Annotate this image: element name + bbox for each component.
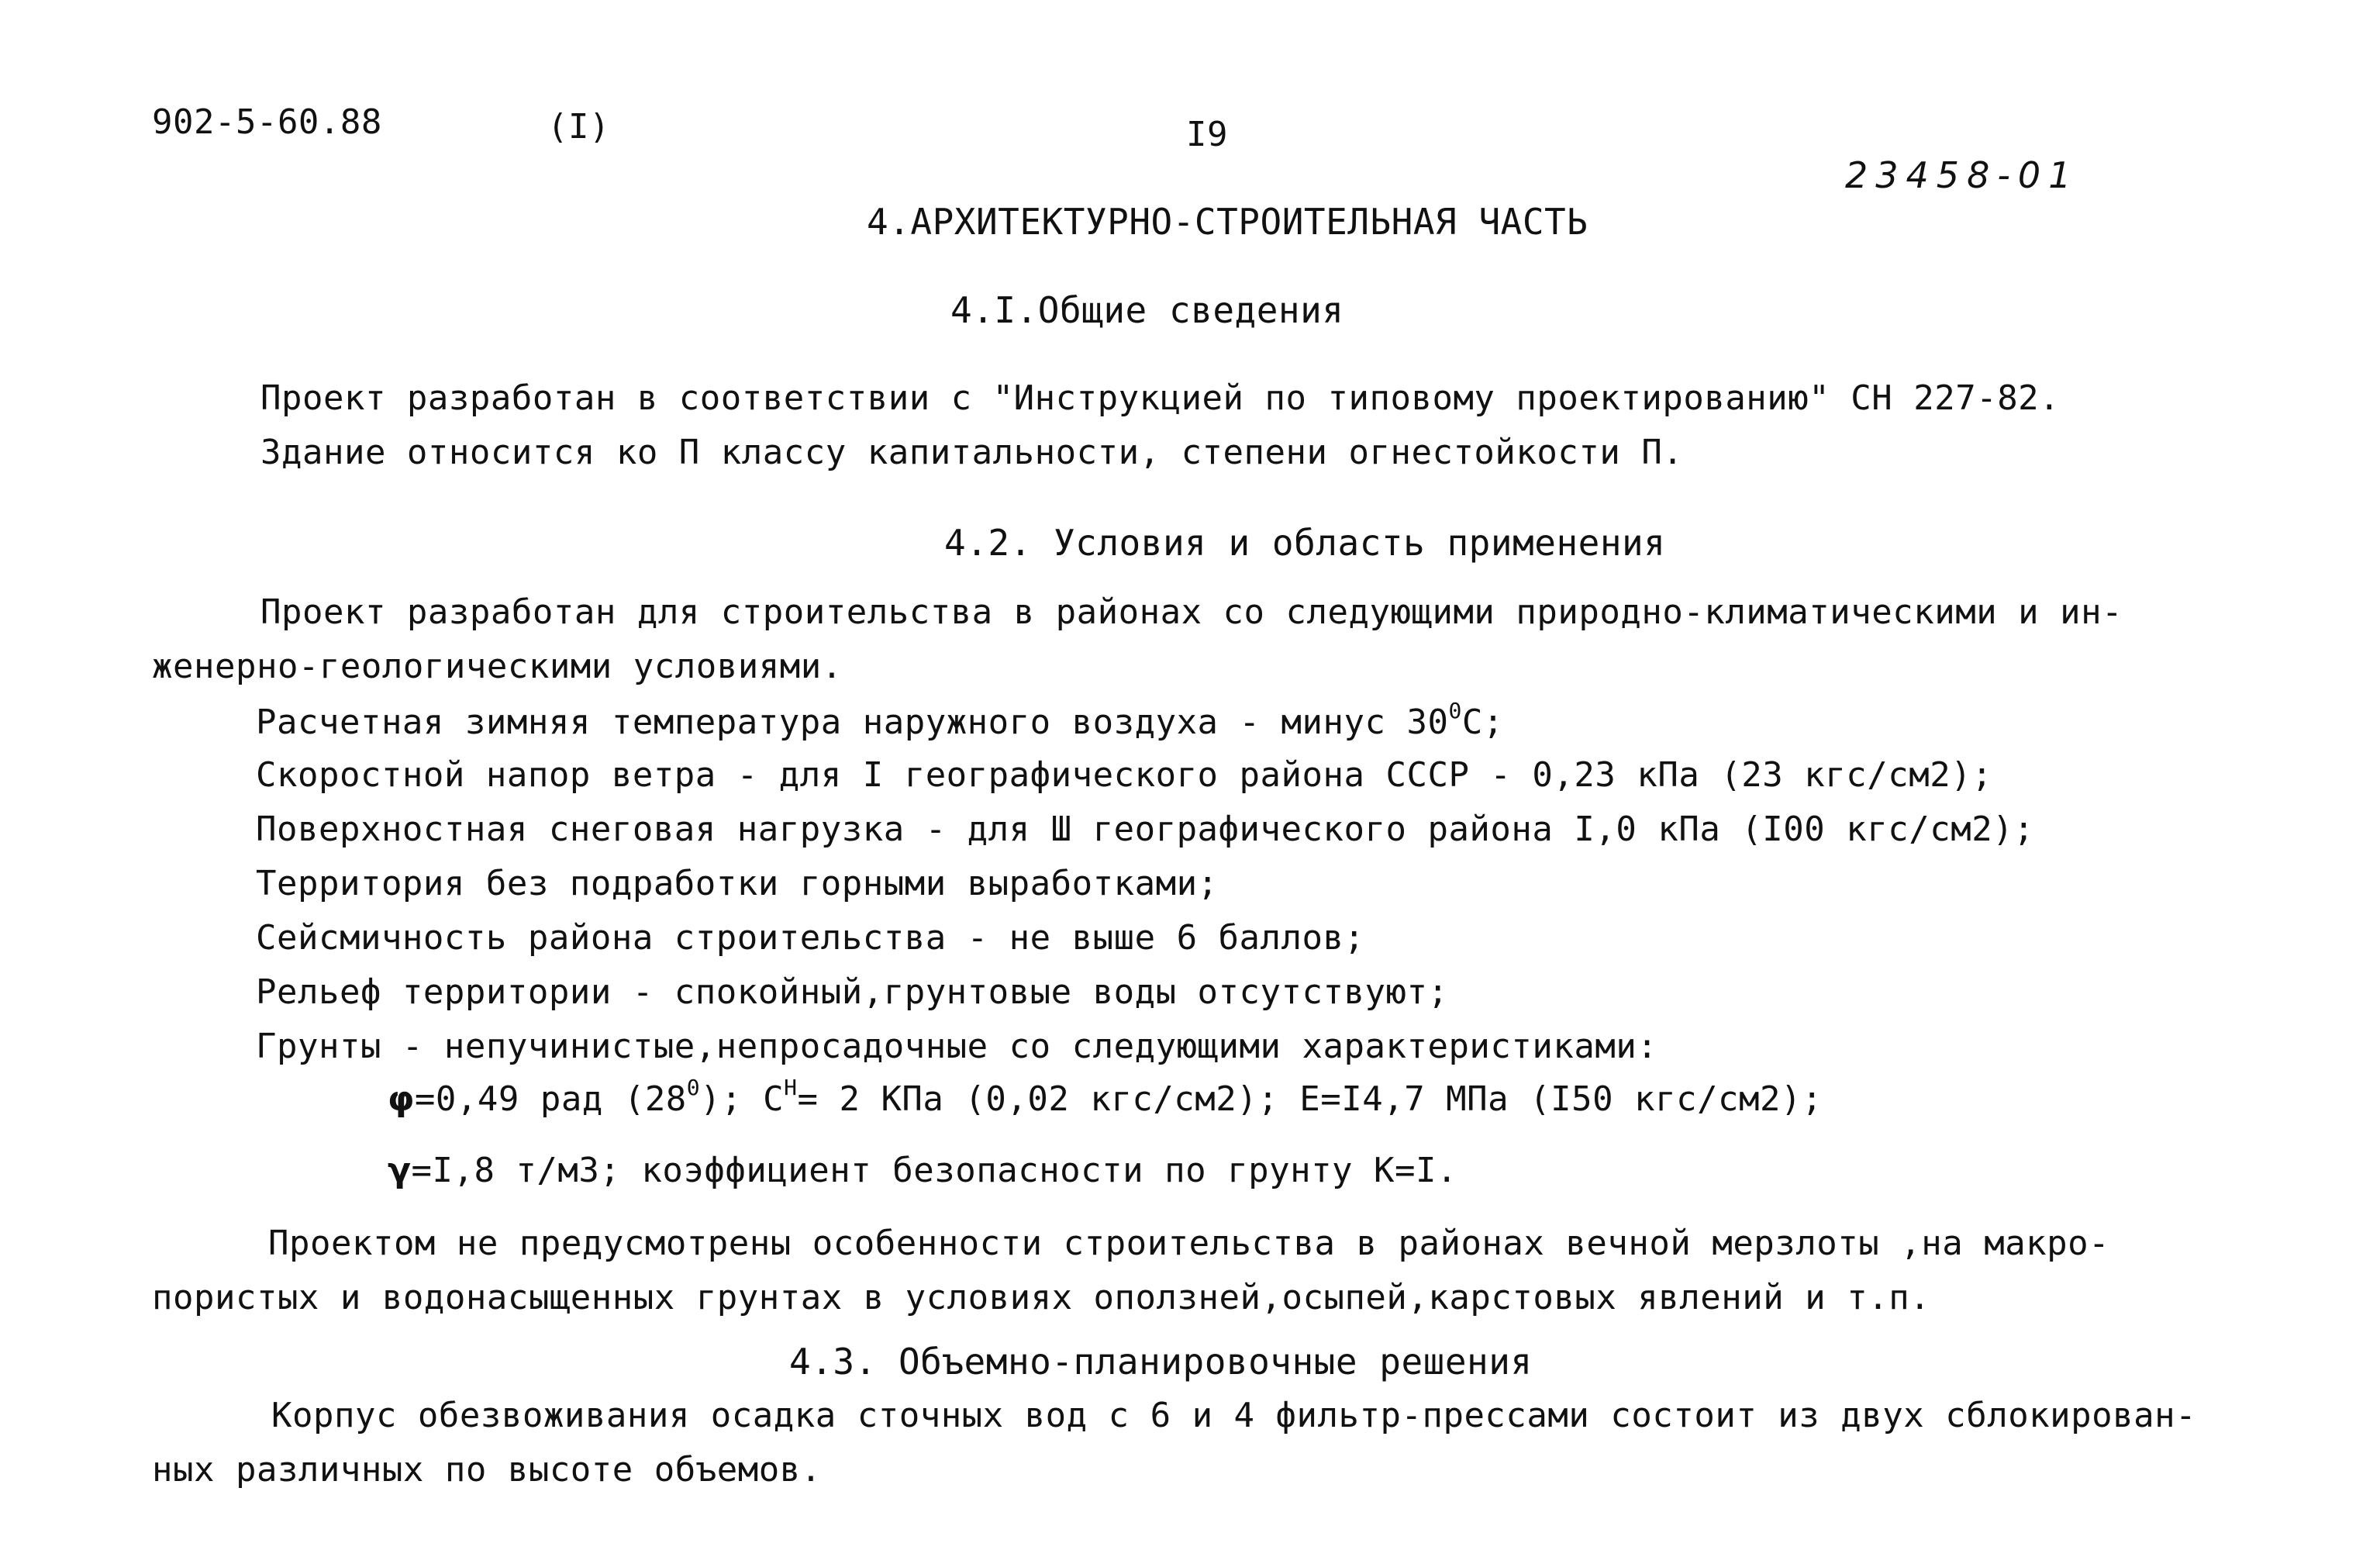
part-number: (I) — [547, 107, 610, 147]
phi-symbol: φ — [388, 1079, 415, 1119]
phi-value: =0,49 рад (28 — [414, 1079, 687, 1119]
normative-superscript: Н — [784, 1075, 798, 1101]
condition-snow: Поверхностная снеговая нагрузка - для Ш географического района I,0 кПа (I00 кгс/см2); — [256, 810, 2035, 849]
soil-characteristics-line — [388, 1076, 1823, 1123]
paragraph-line: Корпус обезвоживания осадка сточных вод с 6 и 4 фильтр-прессами состоит из двух сблокирован- — [271, 1396, 2197, 1435]
paragraph-line: ных различных по высоте объемов. — [152, 1450, 822, 1490]
condition-temperature — [256, 699, 1504, 746]
condition-soils: Грунты - непучинистые,непросадочные со следующими характеристиками: — [256, 1027, 1658, 1066]
handwritten-inventory-number: 23458-01 — [1845, 154, 2079, 196]
subsection-4-1-title: 4.I.Общие сведения — [950, 289, 1344, 331]
condition-relief: Рельеф территории - спокойный,грунтовые воды отсутствуют; — [256, 972, 1449, 1012]
subsection-4-2-title: 4.2. Условия и область применения — [944, 522, 1666, 564]
condition-territory: Территория без подработки горными выработками; — [256, 864, 1219, 903]
section-title: 4.АРХИТЕКТУРНО-СТРОИТЕЛЬНАЯ ЧАСТЬ — [867, 201, 1588, 243]
paragraph-line: Здание относится ко П классу капитальности, степени огнестойкости П. — [260, 433, 1684, 472]
condition-wind: Скоростной напор ветра - для I географического района СССР - 0,23 кПа (23 кгс/см2); — [256, 755, 1993, 795]
paragraph-line: Проект разработан для строительства в районах со следующими природно-климатическими и ин- — [260, 592, 2123, 632]
paragraph-line: Проект разработан в соответствии с "Инструкцией по типовому проектированию" СН 227-82. — [260, 378, 2061, 418]
temperature-text: Расчетная зимняя температура наружного воздуха - минус 30 — [256, 703, 1449, 742]
density-value: =I,8 т/м3; коэффициент безопасности по грунту К=I. — [411, 1151, 1457, 1190]
cohesion-and-modulus: = 2 КПа (0,02 кгс/см2); Е=I4,7 МПа (I50 кгс/см2); — [797, 1079, 1823, 1119]
degree-superscript: 0 — [1448, 698, 1462, 724]
document-code: 902-5-60.88 — [152, 102, 382, 142]
paragraph-line: женерно-геологическими условиями. — [152, 647, 843, 686]
temperature-unit: С; — [1461, 703, 1504, 742]
soil-density-line — [388, 1148, 1457, 1194]
gamma-symbol: γ — [388, 1151, 412, 1190]
degree-superscript: 0 — [686, 1075, 701, 1101]
paragraph-line: Проектом не предусмотрены особенности строительства в районах вечной мерзлоты ,на макро- — [268, 1224, 2110, 1263]
page-number: I9 — [1186, 115, 1228, 154]
paragraph-line: пористых и водонасыщенных грунтах в условиях оползней,осыпей,карстовых явлений и т.п. — [152, 1278, 1931, 1317]
condition-seismic: Сейсмичность района строительства - не выше 6 баллов; — [256, 918, 1365, 958]
subsection-4-3-title: 4.3. Объемно-планировочные решения — [789, 1341, 1533, 1383]
cohesion-label: ); С — [700, 1079, 785, 1119]
